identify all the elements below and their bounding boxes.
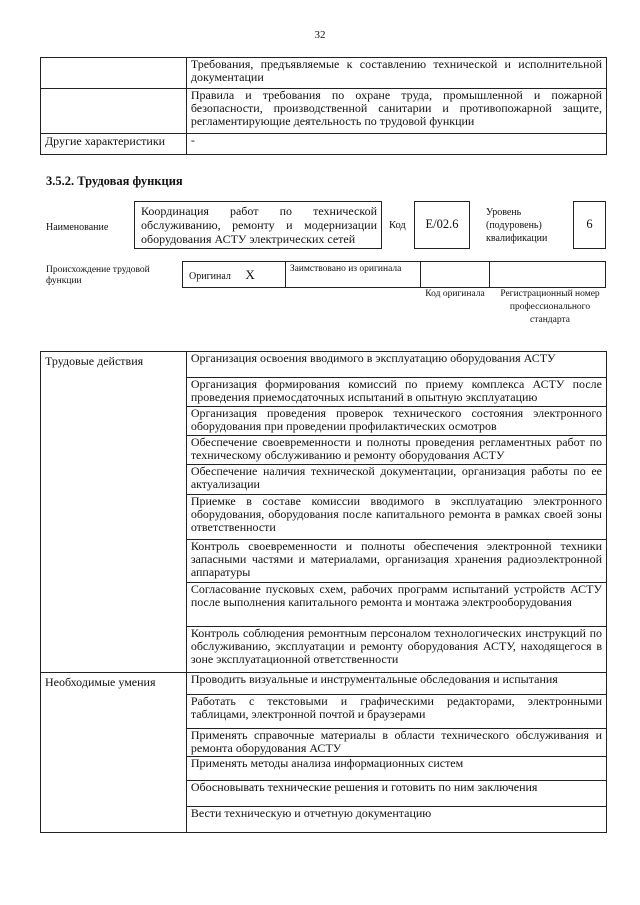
reg-number-cell (490, 262, 606, 288)
borrowed-cell: Заимствовано из оригинала (285, 262, 420, 288)
action-item: Согласование пусковых схем, рабочих программ испытаний устройств АСТУ после выполнения капитального ремонта и монтажа электрооборудования (186, 583, 606, 627)
level-value: 6 (586, 217, 593, 231)
action-item: Организация формирования комиссий по приему комплекса АСТУ после проведения приемосдаточных испытаний в опытную эксплуатацию (186, 378, 606, 407)
main-table (40, 351, 607, 833)
row-label (41, 89, 187, 134)
actions-label: Трудовые действия (41, 352, 187, 673)
code-label: Код (389, 220, 406, 231)
skill-item: Применять методы анализа информационных систем (186, 757, 606, 781)
skill-item: Обосновывать технические решения и готовить по ним заключения (186, 781, 606, 807)
table-row (41, 673, 607, 695)
skill-item: Проводить визуальные и инструментальные обследования и испытания (186, 673, 606, 695)
table-row (41, 58, 607, 89)
level-label: Уровень (подуровень) квалификации (486, 207, 548, 244)
action-item: Обеспечение наличия технической документации, организация работы по ее актуализации (186, 465, 606, 495)
reg-number-caption: Регистрационный номер профессионального стандарта (500, 289, 600, 325)
action-item: Организация проведения проверок технического состояния электронного оборудования при проведении профилактических осмотров (186, 407, 606, 436)
row-text: Требования, предъявляемые к составлению технической и исполнительной документации (186, 58, 606, 89)
origin-label: Происхождение трудовой функции (46, 265, 150, 286)
table-row (183, 262, 606, 288)
section-title: 3.5.2. Трудовая функция (46, 174, 183, 188)
code-value: E/02.6 (425, 217, 459, 231)
original-cell (183, 262, 286, 288)
code-box (414, 201, 470, 249)
top-table (40, 57, 607, 155)
table-row (41, 352, 607, 378)
skill-item: Вести техническую и отчетную документацию (186, 807, 606, 833)
table-row (41, 89, 607, 134)
action-item: Контроль своевременности и полноты обеспечения электронной техники запасными частями и материалами, организация хранения радиоэлектронной аппаратуры (186, 540, 606, 583)
row-text: - (186, 134, 606, 155)
original-mark: X (245, 266, 255, 282)
name-label: Наименование (46, 222, 109, 233)
action-item: Обеспечение своевременности и полноты проведения регламентных работ по техническому обслуживанию и ремонту оборудования АСТУ (186, 436, 606, 465)
function-name-box (134, 201, 382, 249)
skills-label: Необходимые умения (41, 673, 187, 833)
row-text: Правила и требования по охране труда, промышленной и пожарной безопасности, производственной санитарии и противопожарной защите, регламентирующие деятельность по трудовой функции (186, 89, 606, 134)
page-number: 32 (314, 29, 326, 41)
row-label: Другие характеристики (41, 134, 187, 155)
origin-table (182, 261, 606, 288)
function-name: Координация работ по технической обслуживанию, ремонту и модернизации оборудования АСТУ электрических сетей (141, 204, 377, 246)
code-original-cell (420, 262, 490, 288)
original-label: Оригинал (189, 270, 231, 282)
action-item: Приемке в составе комиссии вводимого в эксплуатацию электронного оборудования, оборудования после капитального ремонта в рамках своей зоны ответственности (186, 495, 606, 540)
skill-item: Применять справочные материалы в области технического обслуживания и ремонта оборудования АСТУ (186, 729, 606, 757)
code-original-caption: Код оригинала (425, 289, 485, 299)
level-box (573, 201, 606, 249)
action-item: Организация освоения вводимого в эксплуатацию оборудования АСТУ (186, 352, 606, 378)
action-item: Контроль соблюдения ремонтным персоналом технологических инструкций по обслуживанию, эксплуатации и ремонту оборудования АСТУ, находящегося в зоне эксплуатационной ответственности (186, 627, 606, 673)
skill-item: Работать с текстовыми и графическими редакторами, электронными таблицами, электронной почтой и браузерами (186, 695, 606, 729)
table-row (41, 134, 607, 155)
row-label (41, 58, 187, 89)
